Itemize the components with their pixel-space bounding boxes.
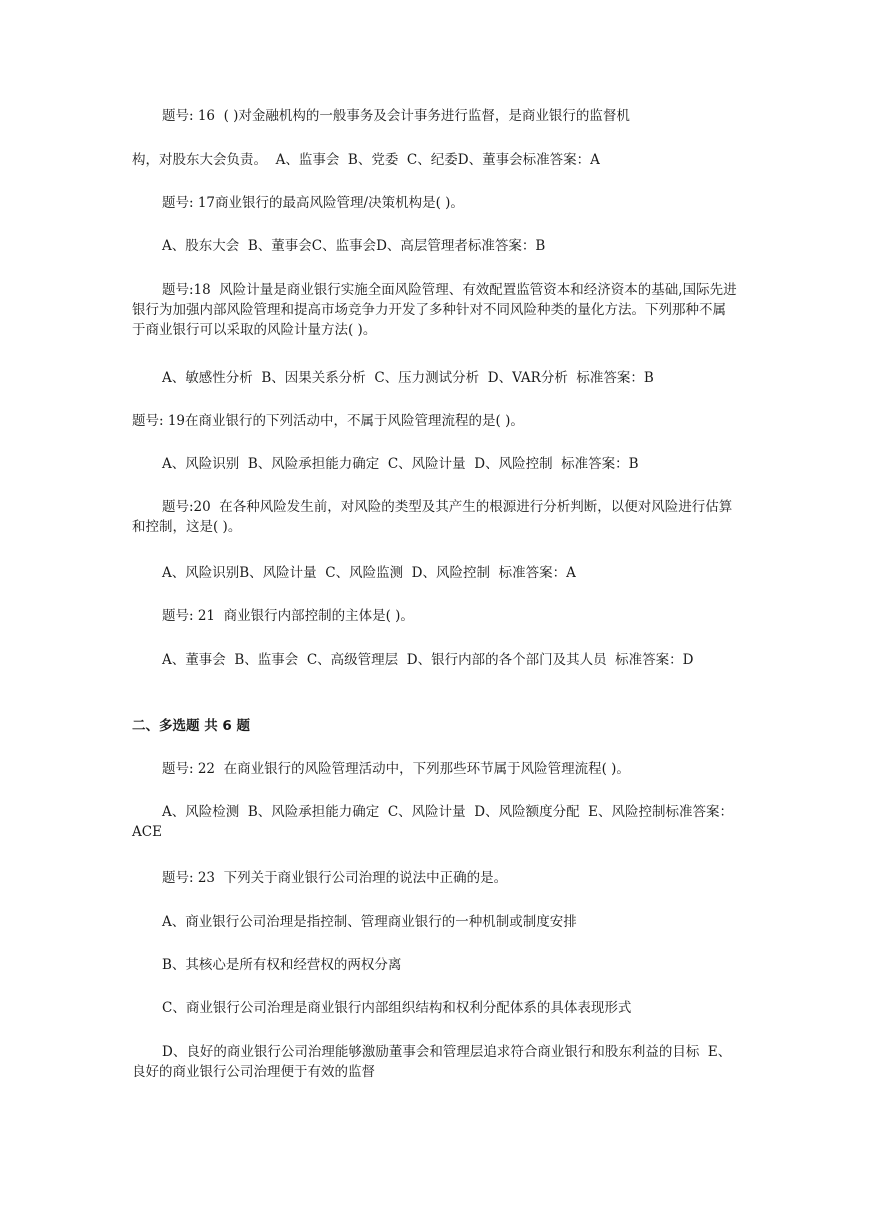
- q21-options: A、董事会 B、监事会 C、高级管理层 D、银行内部的各个部门及其人员 标准答案：D: [162, 652, 694, 668]
- q22-question: 题号: 22 在商业银行的风险管理活动中，下列那些环节属于风险管理流程( )。: [162, 761, 630, 777]
- q18-options: A、敏感性分析 B、因果关系分析 C、压力测试分析 D、VAR分析 标准答案：B: [162, 370, 654, 386]
- q23-option-b: B、其核心是所有权和经营权的两权分离: [162, 957, 402, 973]
- q22-options: A、风险检测 B、风险承担能力确定 C、风险计量 D、风险额度分配 E、风险控制标准答案：ACE: [132, 804, 734, 840]
- section-heading-multiple-choice: 二、多选题 共 6 题: [132, 718, 250, 734]
- q23-option-d-e: D、良好的商业银行公司治理能够激励董事会和管理层追求符合商业银行和股东利益的目标 E、良好的商业银行公司治理便于有效的监督: [132, 1044, 732, 1080]
- q23-option-c: C、商业银行公司治理是商业银行内部组织结构和权利分配体系的具体表现形式: [162, 1000, 632, 1016]
- q17-options: A、股东大会 B、董事会C、监事会D、高层管理者标准答案：B: [162, 238, 546, 254]
- q23-question: 题号: 23 下列关于商业银行公司治理的说法中正确的是。: [162, 870, 508, 886]
- q23-option-a: A、商业银行公司治理是指控制、管理商业银行的一种机制或制度安排: [162, 914, 577, 930]
- q18-question: 题号:18 风险计量是商业银行实施全面风险管理、有效配置监管资本和经济资本的基础,国际先进银行为加强内部风险管理和提高市场竞争力开发了多种针对不同风险种类的量化方法。下列那种不属于商业银行可以采取的风险计量方法( )。: [132, 282, 737, 338]
- q19-options: A、风险识别 B、风险承担能力确定 C、风险计量 D、风险控制 标准答案：B: [162, 456, 639, 472]
- q16-text-line1: 题号: 16 ( )对金融机构的一般事务及会计事务进行监督，是商业银行的监督机: [162, 108, 630, 124]
- q16-text-line2: 构，对股东大会负责。 A、监事会 B、党委 C、纪委D、董事会标准答案：A: [132, 152, 600, 168]
- q17-question: 题号: 17商业银行的最高风险管理/决策机构是( )。: [162, 195, 464, 211]
- q20-options: A、风险识别B、风险计量 C、风险监测 D、风险控制 标准答案：A: [162, 565, 576, 581]
- q19-question: 题号: 19在商业银行的下列活动中，不属于风险管理流程的是( )。: [132, 413, 524, 429]
- q20-question: 题号:20 在各种风险发生前，对风险的类型及其产生的根源进行分析判断，以便对风险进行估算和控制，这是( )。: [132, 499, 733, 535]
- q21-question: 题号: 21 商业银行内部控制的主体是( )。: [162, 608, 414, 624]
